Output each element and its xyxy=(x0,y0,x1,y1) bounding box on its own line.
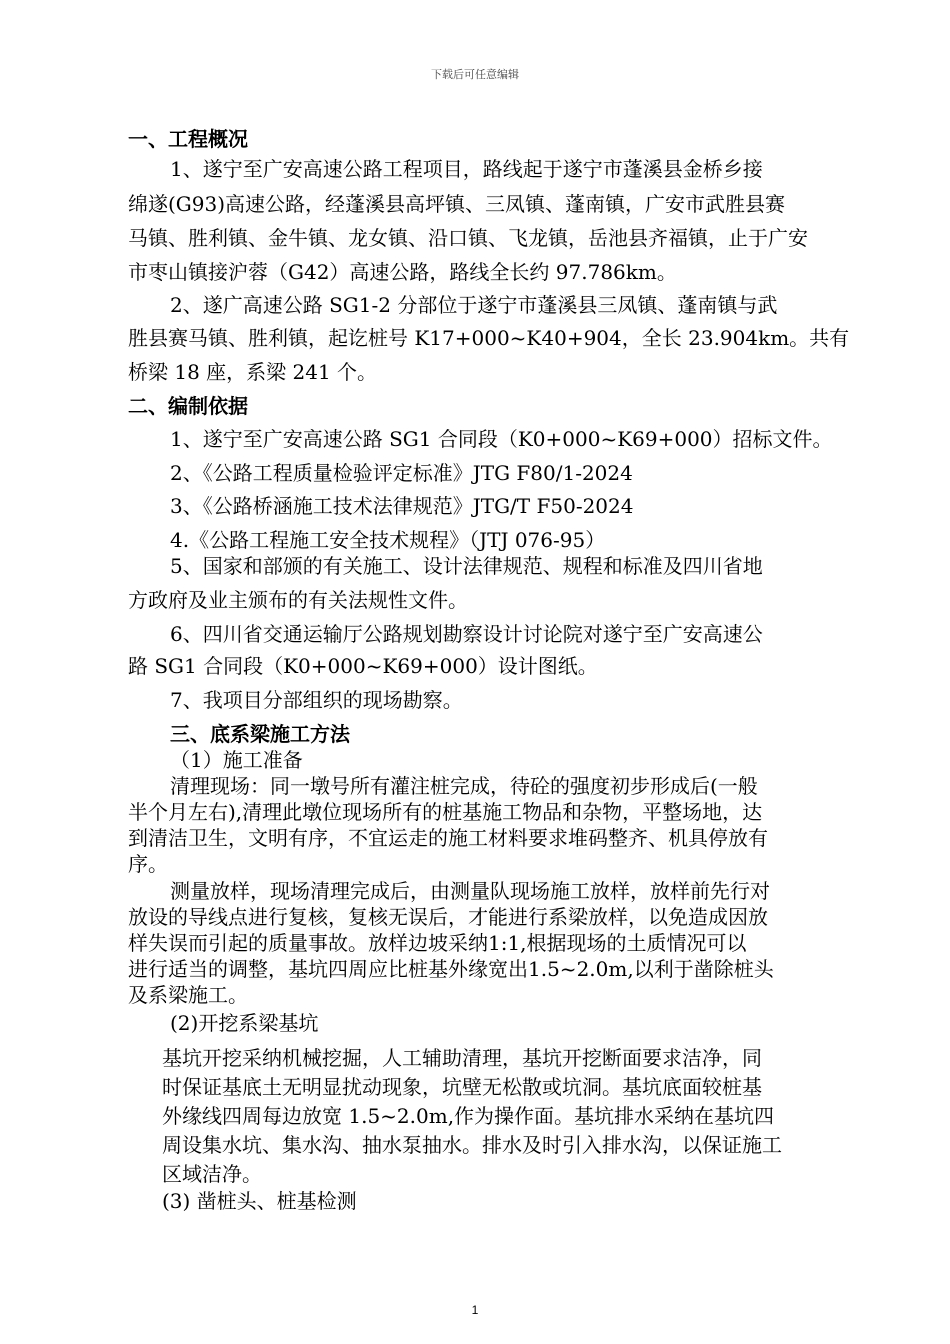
text-line: 半个月左右),清理此墩位现场所有的桩基施工物品和杂物，平整场地，达 xyxy=(128,800,763,824)
text-line: 周设集水坑、集水沟、抽水泵抽水。排水及时引入排水沟，以保证施工 xyxy=(162,1133,782,1157)
text-line: 样失误而引起的质量事故。放样边坡采纳1:1,根据现场的土质情况可以 xyxy=(128,931,747,955)
section-heading-3: 三、底系梁施工方法 xyxy=(170,722,350,746)
text-line: 1、遂宁至广安高速公路 SG1 合同段（K0+000~K69+000）招标文件。 xyxy=(170,427,833,451)
text-line: 时保证基底土无明显扰动现象，坑壁无松散或坑洞。基坑底面较桩基 xyxy=(162,1075,762,1099)
text-line: 7、我项目分部组织的现场勘察。 xyxy=(170,688,463,712)
text-line: 及系梁施工。 xyxy=(128,983,248,1007)
text-line: 方政府及业主颁布的有关法规性文件。 xyxy=(128,588,468,612)
text-line: 3、《公路桥涵施工技术法律规范》JTG/T F50-2024 xyxy=(170,494,634,518)
text-line: 区域洁净。 xyxy=(162,1162,262,1186)
text-line: 市枣山镇接沪蓉（G42）高速公路，路线全长约 97.786km。 xyxy=(128,260,677,284)
text-line: 胜县赛马镇、胜利镇，起讫桩号 K17+000~K40+904，全长 23.904km。共有 xyxy=(128,326,850,350)
text-line: 2、遂广高速公路 SG1-2 分部位于遂宁市蓬溪县三凤镇、蓬南镇与武 xyxy=(170,293,778,317)
text-line: 序。 xyxy=(128,852,168,876)
subsection-heading: (3) 凿桩头、桩基检测 xyxy=(162,1189,357,1213)
text-line: 绵遂(G93)高速公路，经蓬溪县高坪镇、三凤镇、蓬南镇，广安市武胜县赛 xyxy=(128,192,786,216)
text-line: 到清洁卫生，文明有序，不宜运走的施工材料要求堆码整齐、机具停放有 xyxy=(128,826,768,850)
section-heading-2: 二、编制依据 xyxy=(128,394,248,418)
text-line: 测量放样，现场清理完成后，由测量队现场施工放样，放样前先行对 xyxy=(170,879,770,903)
section-heading-1: 一、工程概况 xyxy=(128,127,248,151)
text-line: 清理现场：同一墩号所有灌注桩完成，待砼的强度初步形成后(一般 xyxy=(170,774,758,798)
page-number: 1 xyxy=(471,1303,479,1317)
text-line: 桥梁 18 座，系梁 241 个。 xyxy=(128,360,378,384)
page-header: 下载后可任意编辑 xyxy=(431,68,519,81)
text-line: 放设的导线点进行复核，复核无误后，才能进行系梁放样，以免造成因放 xyxy=(128,905,768,929)
text-line: 4.《公路工程施工安全技术规程》（JTJ 076-95） xyxy=(170,528,606,552)
text-line: 进行适当的调整，基坑四周应比桩基外缘宽出1.5~2.0m,以利于凿除桩头 xyxy=(128,957,774,981)
subsection-heading: （1）施工准备 xyxy=(170,748,303,772)
text-line: 1、遂宁至广安高速公路工程项目，路线起于遂宁市蓬溪县金桥乡接 xyxy=(170,157,763,181)
text-line: 5、国家和部颁的有关施工、设计法律规范、规程和标准及四川省地 xyxy=(170,554,763,578)
text-line: 路 SG1 合同段（K0+000~K69+000）设计图纸。 xyxy=(128,654,598,678)
text-line: 外缘线四周每边放宽 1.5~2.0m,作为操作面。基坑排水采纳在基坑四 xyxy=(162,1104,775,1128)
subsection-heading: (2)开挖系梁基坑 xyxy=(170,1011,319,1035)
text-line: 基坑开挖采纳机械挖掘，人工辅助清理，基坑开挖断面要求洁净，同 xyxy=(162,1046,762,1070)
text-line: 6、四川省交通运输厅公路规划勘察设计讨论院对遂宁至广安高速公 xyxy=(170,622,763,646)
text-line: 2、《公路工程质量检验评定标准》JTG F80/1-2024 xyxy=(170,461,633,485)
text-line: 马镇、胜利镇、金牛镇、龙女镇、沿口镇、飞龙镇，岳池县齐福镇，止于广安 xyxy=(128,226,808,250)
